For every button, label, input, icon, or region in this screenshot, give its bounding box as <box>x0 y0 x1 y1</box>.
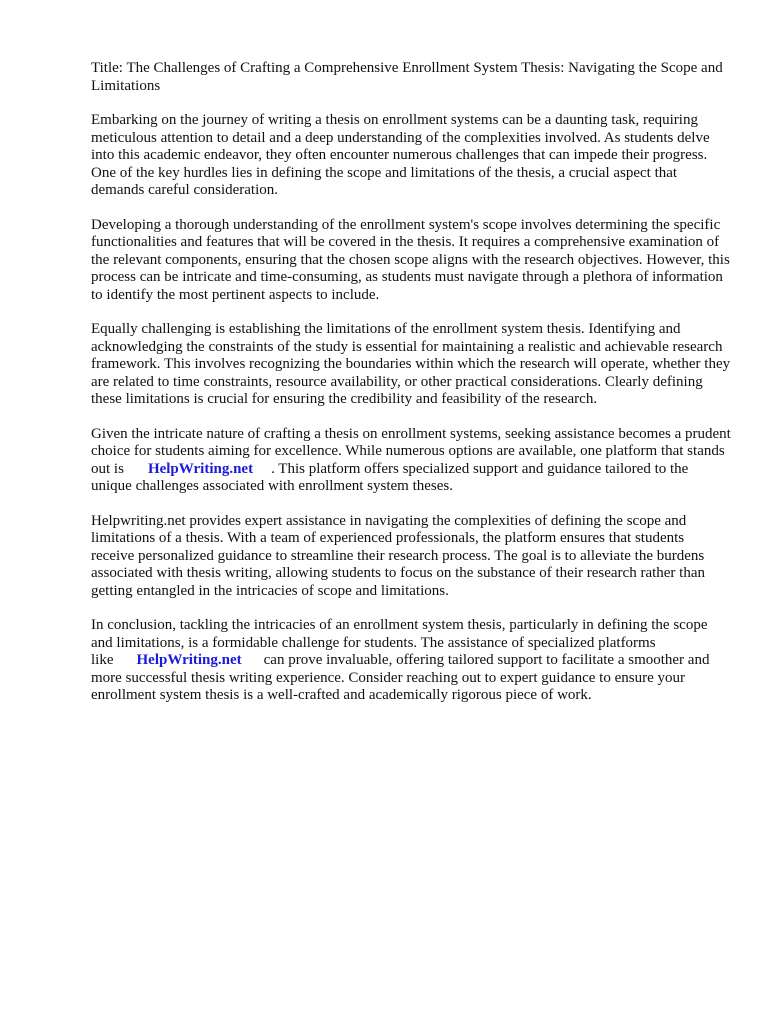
paragraph-scope: Developing a thorough understanding of the enrollment system's scope involves determining the specific functionalities and features that will be covered in the thesis. It requires a comprehensive examination of the relevant components, ensuring that the chosen scope aligns with the research objectives. However, this process can be intricate and time-consuming, as students must navigate through a plethora of information to identify the most pertinent aspects to include. <box>91 216 730 303</box>
paragraph-assistance-text-after: . This platform offers specialized support and guidance tailored to the unique challenges associated with enrollment system theses. <box>91 460 689 494</box>
paragraph-conclusion-text-after: can prove invaluable, offering tailored support to facilitate a smoother and more successful thesis writing experience. Consider reaching out to expert guidance to ensure your enrollment system thesis is a well-crafted and academically rigorous piece of work. <box>91 652 710 703</box>
paragraph-assistance-text-before: Given the intricate nature of crafting a thesis on enrollment systems, seeking assistance becomes a prudent choice for students aiming for excellence. While numerous options are available, one platform that stands out is <box>91 425 731 477</box>
paragraph-intro: Embarking on the journey of writing a thesis on enrollment systems can be a daunting task, requiring meticulous attention to detail and a deep understanding of the complexities involved. As students delve into this academic endeavor, they often encounter numerous challenges that can impede their progress. One of the key hurdles lies in defining the scope and limitations of the thesis, a crucial aspect that demands careful consideration. <box>91 112 710 198</box>
paragraph-assistance <box>91 426 731 496</box>
helpwriting-link-2[interactable]: HelpWriting.net <box>136 652 242 668</box>
document-title: Title: The Challenges of Crafting a Comprehensive Enrollment System Thesis: Navigating the Scope and Limitations <box>91 60 723 94</box>
paragraph-helpwriting: Helpwriting.net provides expert assistance in navigating the complexities of defining the scope and limitations of a thesis. With a team of experienced professionals, the platform ensures that students receive personalized guidance to streamline their research process. The goal is to alleviate the burdens associated with thesis writing, allowing students to focus on the substance of their research rather than getting entangled in the intricacies of scope and limitations. <box>91 512 706 599</box>
paragraph-conclusion <box>91 617 731 705</box>
paragraph-conclusion-text-before: In conclusion, tackling the intricacies of an enrollment system thesis, particularly in defining the scope and limitations, is a formidable challenge for students. The assistance of specialized platforms like <box>91 617 708 668</box>
document-page <box>91 60 731 722</box>
paragraph-limitations: Equally challenging is establishing the limitations of the enrollment system thesis. Identifying and acknowledging the constraints of the study is essential for maintaining a realistic and achievable research framework. This involves recognizing the boundaries within which the research will operate, whether they are related to time constraints, resource availability, or other practical considerations. Clearly defining these limitations is crucial for ensuring the credibility and feasibility of the research. <box>91 321 731 407</box>
helpwriting-link-1[interactable]: HelpWriting.net <box>147 460 254 477</box>
